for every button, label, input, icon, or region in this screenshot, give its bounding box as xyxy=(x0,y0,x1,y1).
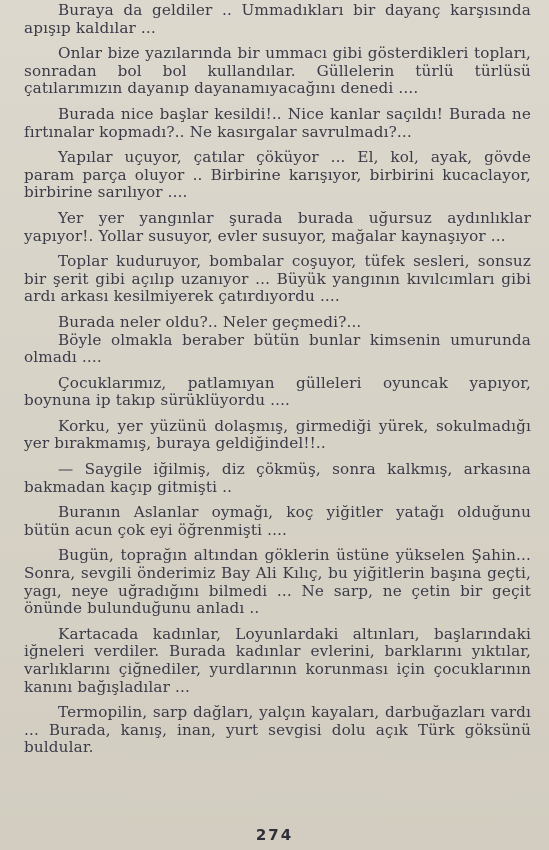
paragraph-14: Kartacada kadınlar, Loyunlardaki altınları, başlarındaki iğneleri verdiler. Burada kadınlar evlerini, barklarını yıktılar, varlıklarını çiğnediler, yurdlarının korunması için çocuklarının kanını bağışladılar ... xyxy=(24,624,531,696)
paragraph-6: Toplar kuduruyor, bombalar coşuyor, tüfek sesleri, sonsuz bir şerit gibi açılıp uzanıyor ... Büyük yangının kıvılcımları gibi ardı arkası kesilmiyerek çatırdıyordu .... xyxy=(24,252,531,306)
paragraph-7: Burada neler oldu?.. Neler geçmedi?... xyxy=(58,312,362,331)
paragraph-8: Böyle olmakla beraber bütün bunlar kimsenin umurunda olmadı .... xyxy=(24,330,531,367)
paragraph-13: Bugün, toprağın altından göklerin üstüne yükselen Şahin... Sonra, sevgili önderimiz Bay Ali Kılıç, bu yiğitlerin başına geçti, yagı, neye uğradığını bilmedi ... Ne sarp, ne çetin bir geçit önünde bulunduğunu anladı .. xyxy=(24,546,531,618)
paragraph-12: Buranın Aslanlar oymağı, koç yiğitler yatağı olduğunu bütün acun çok eyi öğrenmişti .... xyxy=(24,503,531,539)
paragraph-2: Onlar bize yazılarında bir ummacı gibi gösterdikleri topları, sonradan bol bol kullandılar. Güllelerin türlü türlüsü çatılarımızın dayanıp dayanamıyacağını denedi .... xyxy=(24,44,531,98)
paragraph-15: Termopilin, sarp dağları, yalçın kayaları, darbuğazları vardı ... Burada, kanış, inan, yurt sevgisi dolu açık Türk göksünü buldular. xyxy=(24,703,531,757)
page-number: 274 xyxy=(255,826,294,844)
paragraph-11: — Saygile iğilmiş, diz çökmüş, sonra kalkmış, arkasına bakmadan kaçıp gitmişti .. xyxy=(24,460,531,496)
paragraph-1: Buraya da geldiler .. Ummadıkları bir dayanç karşısında apışıp kaldılar ... xyxy=(24,1,531,37)
paragraph-5: Yer yer yangınlar şurada burada uğursuz aydınlıklar yapıyor!. Yollar susuyor, evler susuyor, mağalar kaynaşıyor ... xyxy=(24,208,531,245)
paragraph-3: Burada nice başlar kesildi!.. Nice kanlar saçıldı! Burada ne fırtınalar kopmadı?.. Ne kasırgalar savrulmadı?... xyxy=(24,104,531,141)
paragraph-10: Korku, yer yüzünü dolaşmış, girmediği yürek, sokulmadığı yer bırakmamış, buraya geldiğindel!!.. xyxy=(24,416,531,453)
paragraph-4: Yapılar uçuyor, çatılar çöküyor ... El, kol, ayak, gövde param parça oluyor .. Birbirine karışıyor, birbirini kucaclayor, birbirine sarılıyor .... xyxy=(24,148,531,202)
paragraph-9: Çocuklarımız, patlamıyan gülleleri oyuncak yapıyor, boynuna ip takıp sürüklüyordu .... xyxy=(24,373,531,410)
